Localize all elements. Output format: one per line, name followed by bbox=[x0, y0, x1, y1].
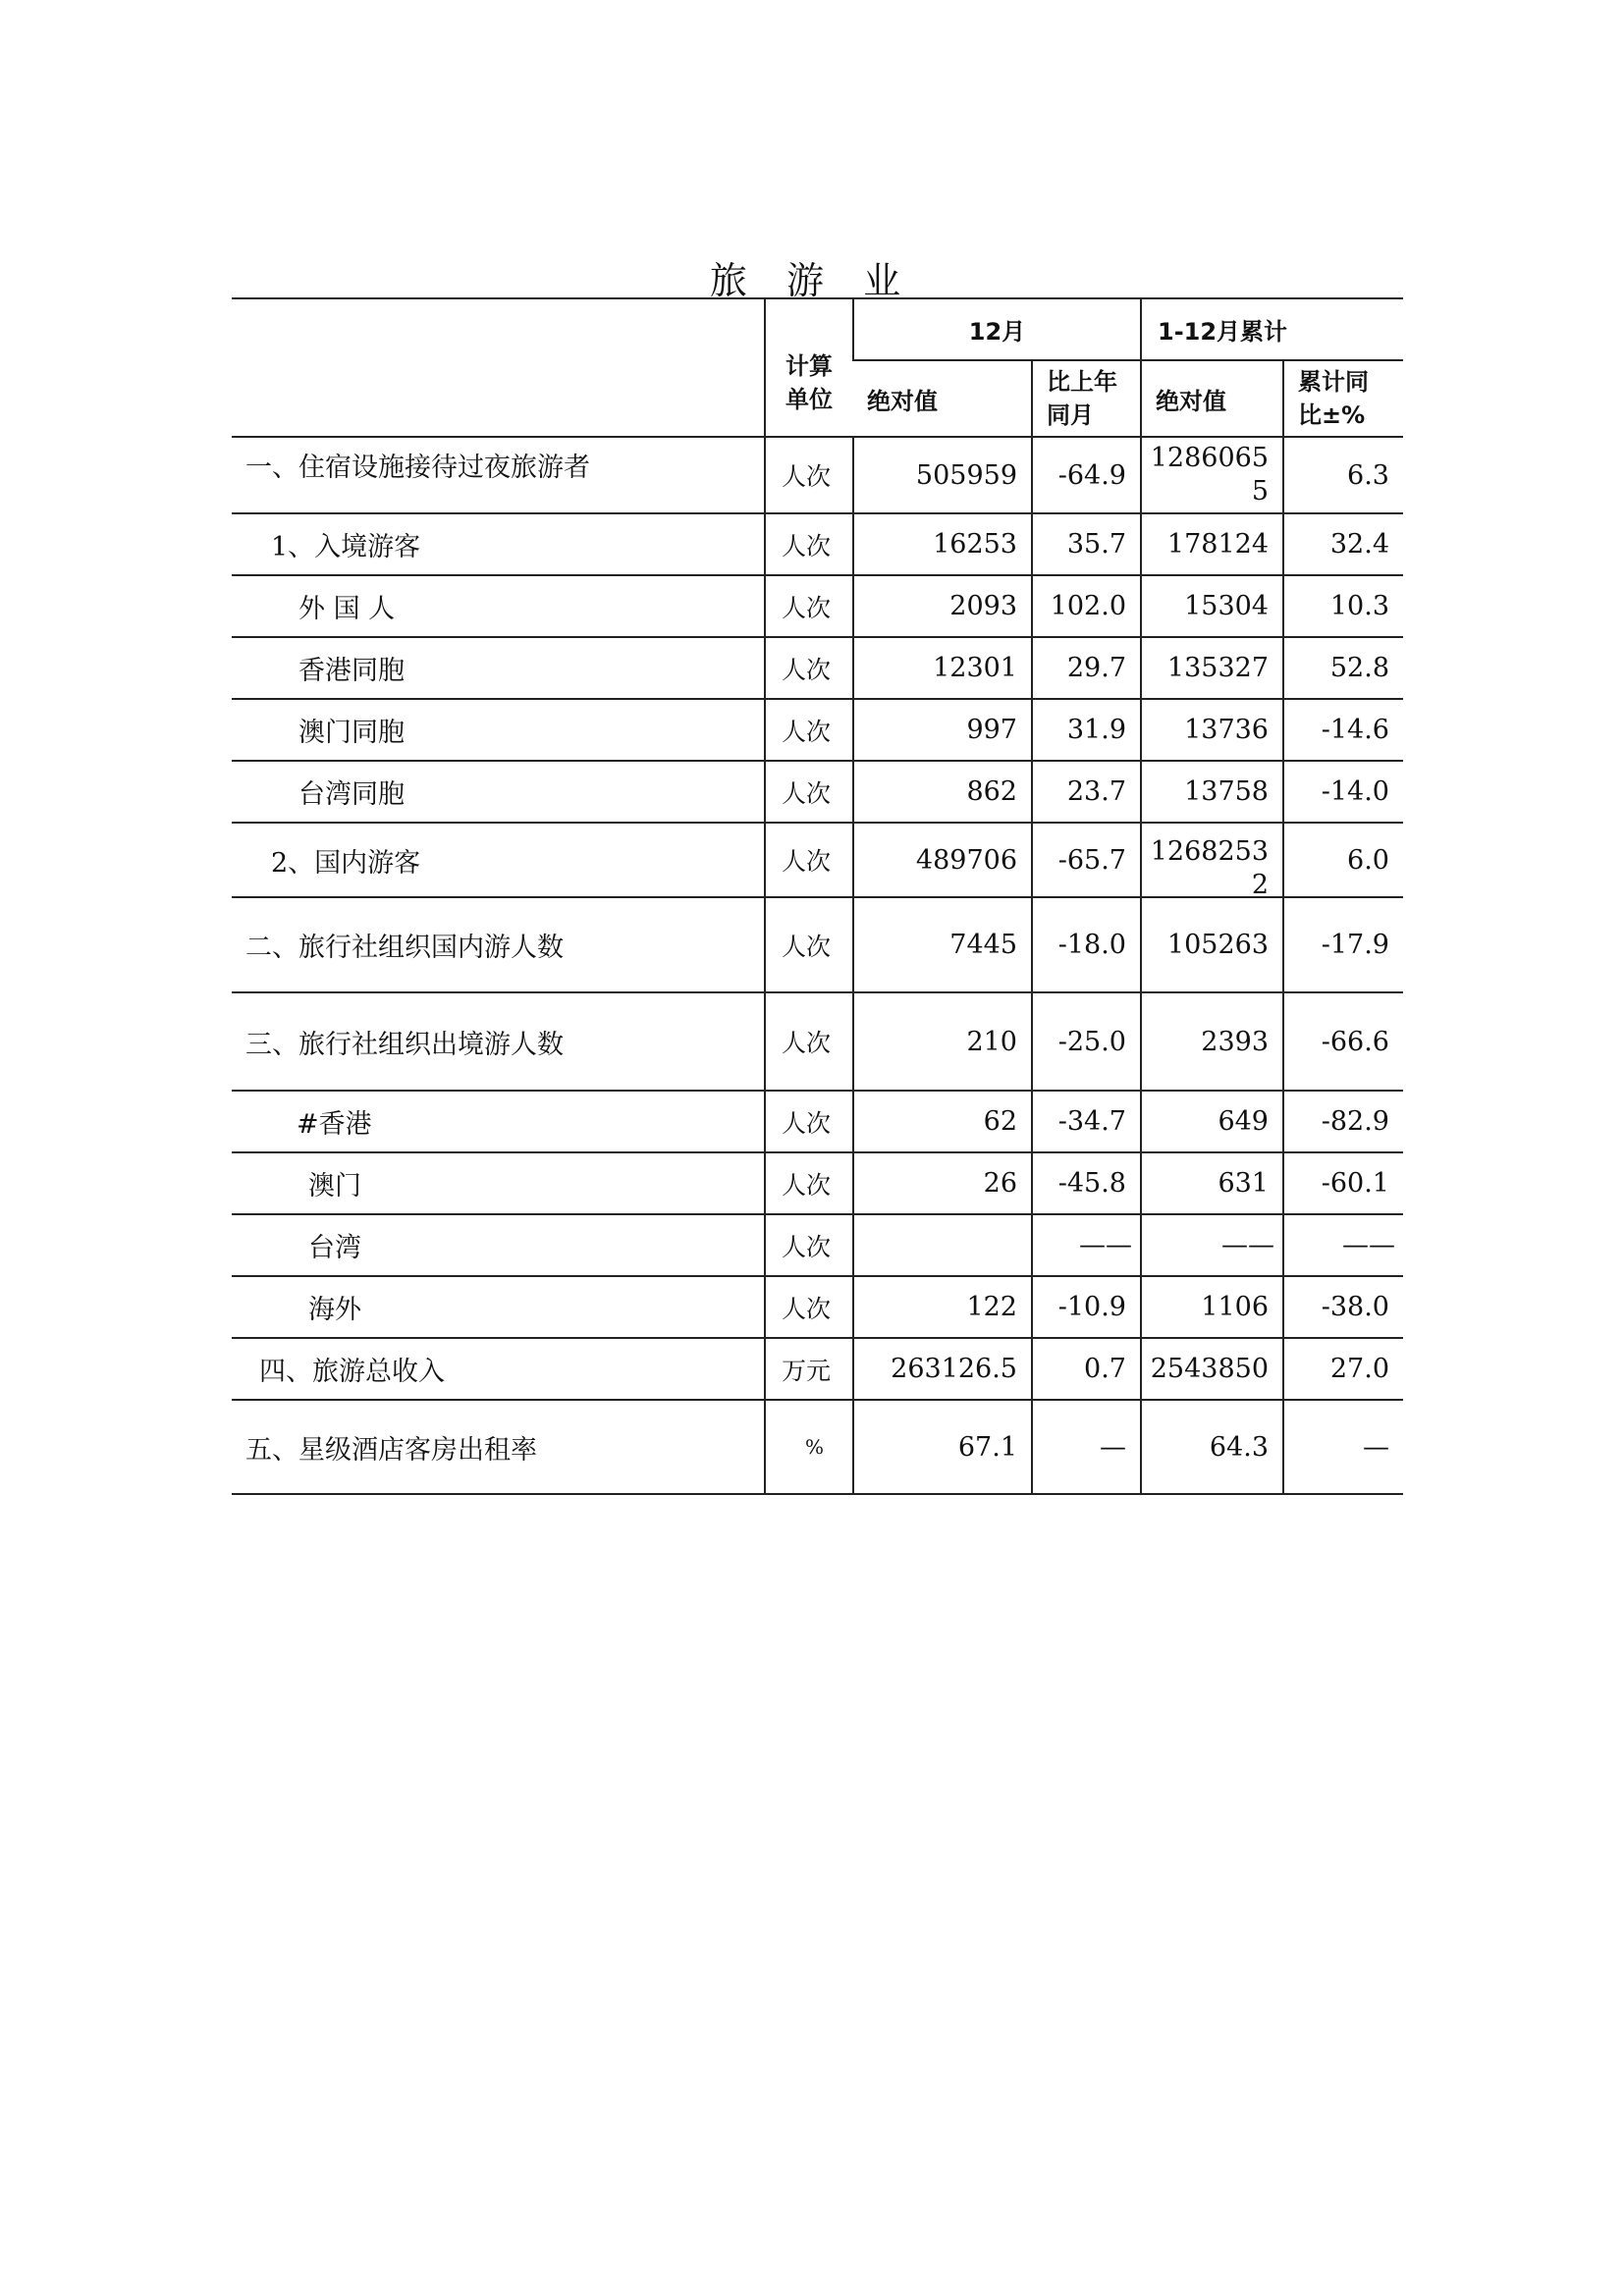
row-unit: 万元 bbox=[765, 1338, 853, 1400]
row-month-yoy: 35.7 bbox=[1032, 513, 1141, 575]
table-row bbox=[232, 1338, 1403, 1400]
row-item: 五、星级酒店客房出租率 bbox=[232, 1400, 765, 1494]
row-cum-yoy: 6.0 bbox=[1283, 823, 1403, 897]
page-title: 旅 游 业 bbox=[709, 259, 915, 302]
row-cum-yoy: 52.8 bbox=[1283, 637, 1403, 699]
row-unit: 人次 bbox=[765, 1276, 853, 1338]
table-row bbox=[232, 1276, 1403, 1338]
row-cum-value: 1106 bbox=[1141, 1276, 1283, 1338]
row-cum-yoy: -14.6 bbox=[1283, 699, 1403, 761]
table-row bbox=[232, 437, 1403, 513]
table-row bbox=[232, 1152, 1403, 1214]
row-month-value: 16253 bbox=[853, 513, 1032, 575]
row-unit: 人次 bbox=[765, 637, 853, 699]
row-item: 海外 bbox=[232, 1276, 765, 1338]
header-abs2: 绝对值 bbox=[1141, 360, 1283, 437]
table-row bbox=[232, 992, 1403, 1091]
row-cum-value: 13736 bbox=[1141, 699, 1283, 761]
row-cum-value: 105263 bbox=[1141, 897, 1283, 992]
row-month-yoy: -64.9 bbox=[1032, 437, 1141, 513]
row-month-value: 505959 bbox=[853, 437, 1032, 513]
table-row bbox=[232, 637, 1403, 699]
row-item: 2、国内游客 bbox=[232, 823, 765, 897]
row-unit: 人次 bbox=[765, 437, 853, 513]
row-month-yoy: 102.0 bbox=[1032, 575, 1141, 637]
row-cum-yoy: -66.6 bbox=[1283, 992, 1403, 1091]
row-cum-yoy: -60.1 bbox=[1283, 1152, 1403, 1214]
row-month-yoy: -18.0 bbox=[1032, 897, 1141, 992]
row-item: 一、住宿设施接待过夜旅游者 bbox=[232, 437, 765, 513]
row-unit: 人次 bbox=[765, 1091, 853, 1152]
row-cum-value: 631 bbox=[1141, 1152, 1283, 1214]
row-unit: 人次 bbox=[765, 1152, 853, 1214]
row-month-value: 210 bbox=[853, 992, 1032, 1091]
row-cum-yoy: 27.0 bbox=[1283, 1338, 1403, 1400]
row-month-value: 263126.5 bbox=[853, 1338, 1032, 1400]
row-cum-value: 13758 bbox=[1141, 761, 1283, 823]
row-month-value: 2093 bbox=[853, 575, 1032, 637]
table-row bbox=[232, 575, 1403, 637]
row-month-yoy: 0.7 bbox=[1032, 1338, 1141, 1400]
row-cum-value: 649 bbox=[1141, 1091, 1283, 1152]
row-item: 香港同胞 bbox=[232, 637, 765, 699]
row-cum-yoy: -14.0 bbox=[1283, 761, 1403, 823]
row-cum-value: 15304 bbox=[1141, 575, 1283, 637]
row-unit: 人次 bbox=[765, 823, 853, 897]
table-row bbox=[232, 823, 1403, 897]
row-unit: 人次 bbox=[765, 992, 853, 1091]
row-item: 澳门 bbox=[232, 1152, 765, 1214]
tourism-table bbox=[232, 297, 1403, 1495]
row-cum-value: 12860655 bbox=[1141, 437, 1283, 513]
header-cumulative: 1-12月累计 bbox=[1141, 298, 1403, 360]
row-cum-value: 12682532 bbox=[1150, 836, 1269, 896]
row-month-yoy: -65.7 bbox=[1032, 823, 1141, 897]
row-item: 台湾 bbox=[232, 1214, 765, 1276]
row-cum-value: —— bbox=[1141, 1214, 1283, 1276]
row-cum-value: 2393 bbox=[1141, 992, 1283, 1091]
header-yoy: 比上年 同月 bbox=[1032, 360, 1141, 437]
row-cum-yoy: 32.4 bbox=[1283, 513, 1403, 575]
row-unit: 人次 bbox=[765, 699, 853, 761]
row-month-value: 997 bbox=[853, 699, 1032, 761]
row-item: 三、旅行社组织出境游人数 bbox=[232, 992, 765, 1091]
row-unit: 人次 bbox=[765, 1214, 853, 1276]
header-abs: 绝对值 bbox=[853, 360, 1032, 437]
row-cum-value: 178124 bbox=[1141, 513, 1283, 575]
row-month-value: 489706 bbox=[853, 823, 1032, 897]
row-month-yoy: —— bbox=[1032, 1214, 1141, 1276]
table-row bbox=[232, 761, 1403, 823]
row-item: 澳门同胞 bbox=[232, 699, 765, 761]
row-month-yoy: 23.7 bbox=[1032, 761, 1141, 823]
row-month-yoy: 29.7 bbox=[1032, 637, 1141, 699]
header-month: 12月 bbox=[853, 298, 1141, 360]
row-cum-yoy: -38.0 bbox=[1283, 1276, 1403, 1338]
row-month-value: 67.1 bbox=[853, 1400, 1032, 1494]
row-item: #香港 bbox=[232, 1091, 765, 1152]
row-month-yoy: — bbox=[1032, 1400, 1141, 1494]
row-cum-yoy: -82.9 bbox=[1283, 1091, 1403, 1152]
row-month-value bbox=[853, 1214, 1032, 1276]
row-cum-yoy: 10.3 bbox=[1283, 575, 1403, 637]
row-month-yoy: 31.9 bbox=[1032, 699, 1141, 761]
row-cum-value: 135327 bbox=[1141, 637, 1283, 699]
row-month-yoy: -25.0 bbox=[1032, 992, 1141, 1091]
header-item-blank bbox=[232, 298, 765, 437]
row-cum-yoy: -17.9 bbox=[1283, 897, 1403, 992]
row-cum-value: 2543850 bbox=[1141, 1338, 1283, 1400]
row-item: 台湾同胞 bbox=[232, 761, 765, 823]
row-cum-yoy: —— bbox=[1283, 1214, 1403, 1276]
row-unit: 人次 bbox=[765, 897, 853, 992]
table-row bbox=[232, 513, 1403, 575]
row-month-value: 62 bbox=[853, 1091, 1032, 1152]
row-month-value: 7445 bbox=[853, 897, 1032, 992]
row-month-value: 26 bbox=[853, 1152, 1032, 1214]
row-cum-yoy: — bbox=[1283, 1400, 1403, 1494]
row-item: 二、旅行社组织国内游人数 bbox=[232, 897, 765, 992]
row-month-yoy: -34.7 bbox=[1032, 1091, 1141, 1152]
row-month-value: 862 bbox=[853, 761, 1032, 823]
row-cum-value: 64.3 bbox=[1141, 1400, 1283, 1494]
table-row bbox=[232, 1091, 1403, 1152]
row-unit: 人次 bbox=[765, 575, 853, 637]
header-unit: 计算 单位 bbox=[765, 298, 853, 437]
table-row bbox=[232, 699, 1403, 761]
row-month-yoy: -45.8 bbox=[1032, 1152, 1141, 1214]
table-row bbox=[232, 1400, 1403, 1494]
table-row bbox=[232, 897, 1403, 992]
row-month-yoy: -10.9 bbox=[1032, 1276, 1141, 1338]
row-item: 四、旅游总收入 bbox=[232, 1338, 765, 1400]
row-month-value: 12301 bbox=[853, 637, 1032, 699]
header-cum-yoy: 累计同 比±% bbox=[1283, 360, 1403, 437]
row-unit: 人次 bbox=[765, 513, 853, 575]
row-cum-yoy: 6.3 bbox=[1283, 437, 1403, 513]
row-month-value: 122 bbox=[853, 1276, 1032, 1338]
row-unit: 人次 bbox=[765, 761, 853, 823]
row-item: 1、入境游客 bbox=[232, 513, 765, 575]
row-item: 外 国 人 bbox=[232, 575, 765, 637]
row-unit: % bbox=[765, 1400, 853, 1494]
table-row bbox=[232, 1214, 1403, 1276]
